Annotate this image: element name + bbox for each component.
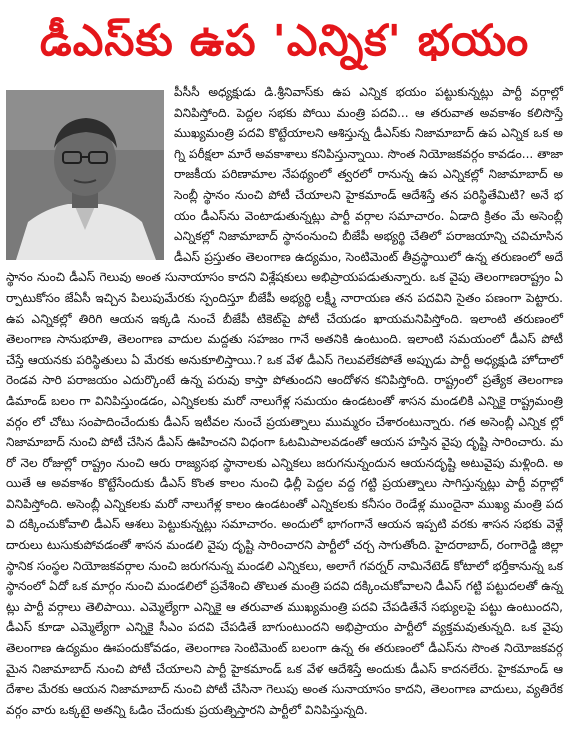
headline: డీఎస్‌కు ఉప 'ఎన్నిక' భయం (39, 15, 530, 66)
article-body-container (6, 82, 563, 720)
person-photo-icon (6, 90, 164, 260)
article-body-text: పీసీసీ అధ్యక్షుడు డి.శ్రీనివాస్‌కు ఉప ఎన్నిక భయం పట్టుకున్నట్లు పార్టీ వర్గాల్లో వినిపిస్తోంది. పెద్దల సభకు పోయి మంత్రి పదవి... ఆ తరువాత అవకాశం కలిసొస్తే ముఖ్యమంత్రి పదవి కొట్టేయాలని ఆశిస్తున్న డీఎస్‌కు నిజామాబాద్ ఉప ఎన్నిక ఒక అగ్ని పరీక్షలా మారే అవకాశాలు కనిపిస్తున్నాయి. సొంత నియోజకవర్గం కావడం... తాజా రాజకీయ పరిణామాల నేపథ్యంలో త్వరలో రానున్న ఉప ఎన్నికల్లో నిజామాబాద్ అసెంబ్లీ స్థానం నుంచి పోటీ చేయాలని హైకమాండ్ ఆదేశిస్తే తన పరిస్థితేమిటి? అనే భయం డీఎస్‌ను వెంటాడుతున్నట్లు పార్టీ వర్గాల సమాచారం. ఏడాది క్రితం మే అసెంబ్లీ ఎన్నికల్లో నిజామాబాద్ స్థానంనుంచి బీజేపీ అభ్యర్థి చేతిలో పరాజయాన్ని చవిచూసిన డీఎస్ ప్రస్తుతం తెలంగాణ ఉద్యమం, సెంటిమెంట్ తీవ్రస్థాయిలో ఉన్న తరుణంలో అదే స్థానం నుంచి డీఎస్ గెలువు అంత సునాయాసం కాదని విశ్లేషకులు అభిప్రాయపడుతున్నారు. ఒక వైపు తెలంగాణరాష్ట్రం ఏర్పాటుకోసం జేఏసీ ఇచ్చిన పిలుపుమేరకు స్పందిస్తూ బీజేపీ అభ్యర్థి లక్ష్మీ నారాయణ తన పదవిని సైతం పణంగా పెట్టారు. ఉప ఎన్నికల్లో తిరిగి ఆయన ఇక్కడి నుంచే బీజేపీ టికెట్‌పై పోటీ చేయడం ఖాయమనిపిస్తోంది. ఇలాంటి తరుణంలో తెలంగాణ సానుభూతి, తెలంగాణ వాదుల మద్దతు సహజం గానే అతనికి ఉంటుంది. ఇలాంటి సమయంలో డీఎస్ పోటీ చేస్తే ఆయనకు పరిస్థితులు ఏ మేరకు అనుకూలిస్తాయి.? ఒక వేళ డీఎస్ గెలువలేకపోతే అప్పుడు పార్టీ అధ్యక్షుడి హోదాలో రెండవ సారి పరాజయం ఎదుర్కొంటే ఉన్న పరువు కాస్తా పోతుందని ఆందోళన కనిపిస్తోంది. రాష్ట్రంలో ప్రత్యేక తెలంగాణ డిమాండ్ బలం గా వినిపిస్తుండడం, ఎన్నికలకు మరో నాలుగేళ్ల సమయం ఉండటంతో శాసన మండలికి ఎన్నికై రాష్ట్రమంత్రి వర్గం లో చోటు సంపాదించేందుకు డీఎస్ ఇటీవల నుంచే ప్రయత్నాలు ముమ్మరం చేశారంటున్నారు. గత అసెంబ్లీ ఎన్నిక ల్లో నిజామాబాద్ నుంచి పోటీ చేసిన డీఎస్ ఊహించని విధంగా ఓటమిపాలవడంతో ఆయన హస్తిన వైపు దృష్టి సారించారు. మరో నెల రోజుల్లో రాష్ట్రం నుంచి ఆరు రాజ్యసభ స్థానాలకు ఎన్నికలు జరుగనున్నందున ఆయనదృష్టి అటువైపు మళ్లింది. అయితే ఆ అవకాశం కొట్టేసేందుకు డీఎస్ కొంత కాలం నుంచి ఢిల్లీ పెద్దల వద్ద గట్టి ప్రయత్నాలు సాగిస్తున్నట్లు పార్టీ వర్గాల్లో వినిపిస్తోంది. అసెంబ్లీ ఎన్నికలకు మరో నాలుగేళ్ల కాలం ఉండటంతో ఎన్నికలకు కనీసం రెండేళ్ల ముందైనా ముఖ్య మంత్రి పదవి దక్కించుకోవాలి డీఎస్ ఆశలు పెట్టుకున్నట్లు సమాచారం. అందులో భాగంగానే ఆయన ఇప్పటి వరకు శాసన సభకు వెళ్లే దారులు టుసుకుపోవడంతో శాసన మండలి వైపు దృష్టి సారించారని పార్టీలో చర్చ సాగుతోంది. హైదరాబాద్, రంగారెడ్డి జిల్లా స్థానిక సంస్థల నియోజకవర్గాల నుంచి జరుగనున్న మండలి ఎన్నికలు, అలాగే గవర్నర్ నామినేటెడ్ కోటాలో భర్తీకానున్న ఒక స్థానంలో ఏదో ఒక మార్గం నుంచి మండలిలో ప్రవేశించి తొలుత మంత్రి పదవి దక్కించుకోవాలని డీఎస్ గట్టి పట్టుదలతో ఉన్నట్లు పార్టీ వర్గాలు తెలిపాయి. ఎమ్మెల్యేగా ఎన్నికై ఆ తరువాత ముఖ్యమంత్రి పదవి చేపడితేనే సభ్యులపై పట్టు ఉంటుందని, డీఎస్ కూడా ఎమ్మెల్యేగా ఎన్నికై సీఎం పదవి చేపడితే బాగుంటుందని అభిప్రాయం పార్టీలో వ్యక్తమవుతున్నది. ఒక వైపు తెలంగాణ ఉద్యమం ఊపందుకోవడం, తెలంగాణ సెంటిమెంట్ బలంగా ఉన్న ఈ తరుణంలో డీఎస్‌ను సొంత నియోజకవర్గమైన నిజామాబాద్ నుంచి పోటీ చేయాలని పార్టీ హైకమాండ్ ఒక వేళ ఆదేశిస్తే అందుకు డీఎస్ కాదనలేరు. హైకమాండ్ ఆదేశాల మేరకు ఆయన నిజామాబాద్ నుంచి పోటీ చేసినా గెలుపు అంత సునాయాసం కాదని, తెలంగాణ వాదులు, వ్యతిరేకవర్గం వారు ఒక్కటై అతన్ని ఓడిం చేందుకు ప్రయత్నిస్తారని పార్టీలో వినిపిస్తున్నది. (6, 85, 563, 717)
person-photo (6, 90, 164, 260)
